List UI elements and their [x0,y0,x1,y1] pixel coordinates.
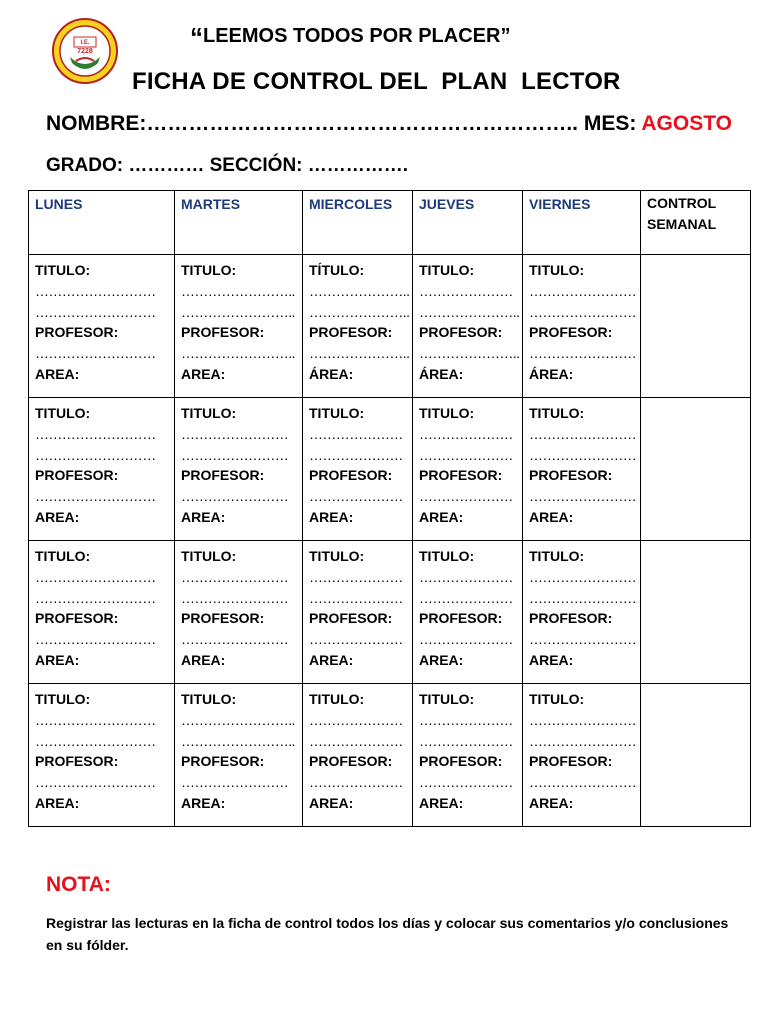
fill-in-blank[interactable]: ………………… [419,631,513,648]
name-field-label: NOMBRE:…………………………………………………….. MES: [46,112,642,135]
field-label: TITULO: [419,405,475,421]
column-header: LUNES [29,191,175,255]
field-label: TITULO: [35,548,91,564]
fill-in-blank[interactable]: …………………… [529,303,637,320]
fill-in-blank[interactable]: …………………… [181,589,289,606]
reading-entry-cell [175,398,303,541]
field-label: AREA: [181,794,226,811]
fill-in-blank[interactable]: …………………… [181,568,289,585]
fill-in-blank[interactable]: ………………… [419,711,513,728]
reading-entry-cell [303,541,413,684]
reading-entry-cell [29,541,175,684]
reading-entry-cell [175,541,303,684]
field-label: AREA: [529,794,574,811]
fill-in-blank[interactable]: …………………….. [181,711,295,728]
note-text: Registrar las lecturas en la ficha de control todos los días y colocar sus comentarios y/o conclusiones en su fólder. [46,915,729,953]
table-row [29,541,751,684]
field-label: AREA: [419,508,464,525]
field-label: TITULO: [309,405,365,421]
fill-in-blank[interactable]: …………………… [529,425,637,442]
weekly-control-cell[interactable] [641,684,751,827]
reading-entry-cell [413,255,523,398]
fill-in-blank[interactable]: …………………… [181,488,289,505]
field-label: AREA: [35,794,80,811]
field-label: AREA: [35,508,80,525]
fill-in-blank[interactable]: ……………………… [35,631,156,648]
fill-in-blank[interactable]: ……………………… [35,345,156,362]
fill-in-blank[interactable]: …………………… [529,488,637,505]
reading-entry-cell [303,398,413,541]
fill-in-blank[interactable]: …………………….. [181,345,295,362]
field-label: AREA: [35,651,80,668]
fill-in-blank[interactable]: ………………… [419,774,513,791]
field-label: AREA: [181,508,226,525]
field-label: PROFESOR: [529,753,613,770]
fill-in-blank[interactable]: …………………… [181,446,289,463]
field-label: TITULO: [309,548,365,564]
field-label: PROFESOR: [35,610,119,627]
field-label: TÍTULO: [309,262,365,278]
field-label: PROFESOR: [529,324,613,341]
field-label: TITULO: [181,691,237,707]
fill-in-blank[interactable]: ……………………… [35,589,156,606]
fill-in-blank[interactable]: …………………….. [181,282,295,299]
field-label: TITULO: [419,548,475,564]
field-label: ÁREA: [419,365,464,382]
table-row [29,684,751,827]
field-label: PROFESOR: [309,467,393,484]
column-header: JUEVES [413,191,523,255]
fill-in-blank[interactable]: …………………… [529,711,637,728]
field-label: AREA: [309,508,354,525]
field-label: PROFESOR: [529,610,613,627]
weekly-control-cell[interactable] [641,255,751,398]
fill-in-blank[interactable]: …………………… [529,446,637,463]
weekly-control-cell[interactable] [641,541,751,684]
month-value: AGOSTO [641,112,733,135]
field-label: PROFESOR: [181,324,265,341]
fill-in-blank[interactable]: ………………….. [309,303,410,320]
field-label: PROFESOR: [309,324,393,341]
fill-in-blank[interactable]: ……………………… [35,446,156,463]
field-label: AREA: [35,365,80,382]
fill-in-blank[interactable]: ………………… [309,568,403,585]
fill-in-blank[interactable]: ………………… [309,446,403,463]
fill-in-blank[interactable]: …………………… [529,345,637,362]
field-label: PROFESOR: [181,753,265,770]
svg-text:I.E.: I.E. [80,40,90,46]
reading-entry-cell [303,684,413,827]
field-label: TITULO: [529,262,585,278]
field-label: ÁREA: [529,365,574,382]
field-label: PROFESOR: [529,467,613,484]
reading-entry-cell [29,398,175,541]
table-row [29,255,751,398]
fill-in-blank[interactable]: ………………… [309,589,403,606]
fill-in-blank[interactable]: ………………… [419,589,513,606]
field-label: TITULO: [529,548,585,564]
fill-in-blank[interactable]: …………………….. [181,303,295,320]
fill-in-blank[interactable]: …………………… [181,425,289,442]
field-label: AREA: [529,508,574,525]
field-label: PROFESOR: [419,324,503,341]
fill-in-blank[interactable]: ……………………… [35,488,156,505]
fill-in-blank[interactable]: …………………… [529,282,637,299]
fill-in-blank[interactable]: ……………………… [35,732,156,749]
field-label: TITULO: [35,691,91,707]
fill-in-blank[interactable]: …………………… [529,568,637,585]
field-label: PROFESOR: [181,610,265,627]
field-label: PROFESOR: [419,467,503,484]
fill-in-blank[interactable]: …………………….. [181,732,295,749]
table-header-row [29,191,751,255]
fill-in-blank[interactable]: …………………… [181,774,289,791]
fill-in-blank[interactable]: ………………… [419,488,513,505]
field-label: PROFESOR: [181,467,265,484]
name-month-line [46,112,732,136]
column-header: MIERCOLES [303,191,413,255]
fill-in-blank[interactable]: …………………… [529,732,637,749]
field-label: PROFESOR: [419,753,503,770]
fill-in-blank[interactable]: ………………… [309,488,403,505]
field-label: TITULO: [181,405,237,421]
reading-entry-cell [413,541,523,684]
field-label: TITULO: [181,262,237,278]
fill-in-blank[interactable]: ………………….. [419,303,520,320]
field-label: TITULO: [529,405,585,421]
field-label: AREA: [419,794,464,811]
fill-in-blank[interactable]: ……………………… [35,282,156,299]
reading-entry-cell [303,255,413,398]
field-label: AREA: [181,365,226,382]
column-header: MARTES [175,191,303,255]
field-label: TITULO: [35,262,91,278]
field-label: TITULO: [419,262,475,278]
reading-entry-cell [29,255,175,398]
fill-in-blank[interactable]: ………………….. [309,282,410,299]
field-label: PROFESOR: [35,753,119,770]
fill-in-blank[interactable]: ……………………… [35,303,156,320]
table-row [29,398,751,541]
reading-entry-cell [175,255,303,398]
field-label: ÁREA: [309,365,354,382]
reading-entry-cell [413,398,523,541]
fill-in-blank[interactable]: ………………… [419,732,513,749]
field-label: TITULO: [35,405,91,421]
fill-in-blank[interactable]: ………………… [419,446,513,463]
field-label: PROFESOR: [309,753,393,770]
reading-entry-cell [413,684,523,827]
field-label: PROFESOR: [309,610,393,627]
field-label: TITULO: [529,691,585,707]
fill-in-blank[interactable]: ………………… [419,568,513,585]
field-label: TITULO: [309,691,365,707]
reading-entry-cell [523,398,641,541]
fill-in-blank[interactable]: ………………… [309,711,403,728]
reading-entry-cell [523,541,641,684]
fill-in-blank[interactable]: ………………….. [309,345,410,362]
field-label: AREA: [419,651,464,668]
reading-entry-cell [523,684,641,827]
field-label: AREA: [309,794,354,811]
fill-in-blank[interactable]: ……………………… [35,774,156,791]
weekly-control-cell[interactable] [641,398,751,541]
fill-in-blank[interactable]: ………………… [309,774,403,791]
fill-in-blank[interactable]: …………………… [181,631,289,648]
reading-entry-cell [29,684,175,827]
fill-in-blank[interactable]: ………………… [309,631,403,648]
column-header: VIERNES [523,191,641,255]
fill-in-blank[interactable]: ……………………… [35,425,156,442]
svg-text:7228: 7228 [77,48,93,55]
page-title: FICHA DE CONTROL DEL PLAN LECTOR [132,68,621,95]
school-seal-logo [50,17,120,85]
field-label: PROFESOR: [35,324,119,341]
fill-in-blank[interactable]: ………………… [419,282,513,299]
fill-in-blank[interactable]: …………………… [529,631,637,648]
field-label: AREA: [181,651,226,668]
reading-control-table [28,190,751,827]
fill-in-blank[interactable]: ………………….. [419,345,520,362]
fill-in-blank[interactable]: ………………… [309,732,403,749]
table-body [29,255,751,827]
fill-in-blank[interactable]: …………………… [529,589,637,606]
field-label: TITULO: [419,691,475,707]
reading-entry-cell [523,255,641,398]
fill-in-blank[interactable]: …………………… [529,774,637,791]
field-label: AREA: [309,651,354,668]
grade-section-line: GRADO: ………… SECCIÓN: ……………. [46,155,409,176]
fill-in-blank[interactable]: ……………………… [35,711,156,728]
column-header: CONTROL SEMANAL [641,191,751,255]
fill-in-blank[interactable]: ………………… [419,425,513,442]
fill-in-blank[interactable]: ………………… [309,425,403,442]
field-label: PROFESOR: [35,467,119,484]
reading-entry-cell [175,684,303,827]
field-label: PROFESOR: [419,610,503,627]
note-label: NOTA: [46,873,111,896]
field-label: TITULO: [181,548,237,564]
slogan: “LEEMOS TODOS POR PLACER” [190,22,511,52]
field-label: AREA: [529,651,574,668]
fill-in-blank[interactable]: ……………………… [35,568,156,585]
